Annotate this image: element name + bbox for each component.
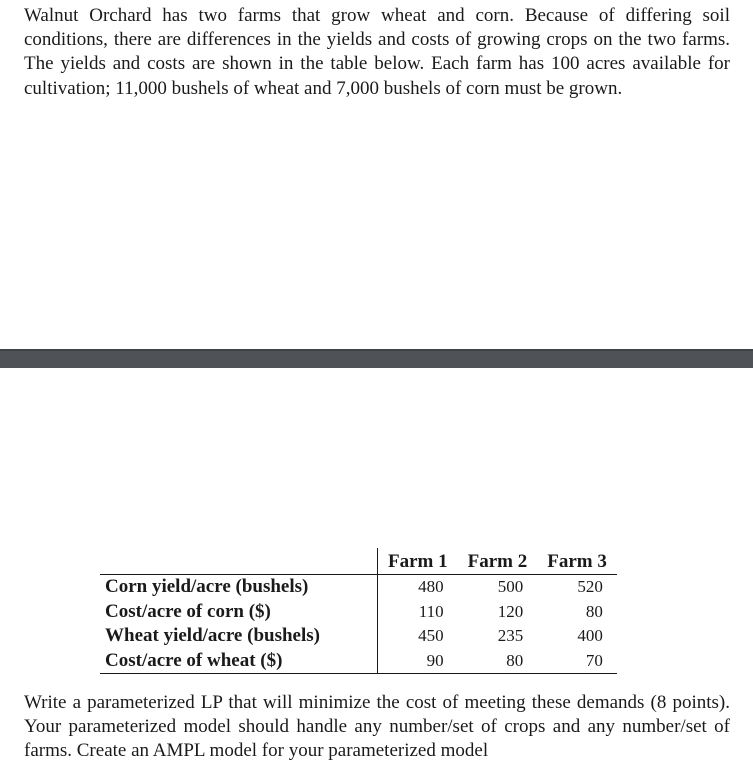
row-label-corn-yield: Corn yield/acre (bushels) <box>100 575 378 600</box>
cell-wheat-yield-farm-3: 400 <box>577 626 603 646</box>
row-label-wheat-yield: Wheat yield/acre (bushels) <box>100 624 378 649</box>
table-row <box>100 600 617 625</box>
table-row <box>100 624 617 649</box>
table-header-row <box>100 548 617 575</box>
cell-wheat-cost-farm-1: 90 <box>378 649 458 674</box>
cell-corn-cost-farm-1: 110 <box>418 601 444 621</box>
header-farm-2: Farm 2 <box>458 548 538 575</box>
table-row <box>100 575 617 600</box>
row-label-corn-cost: Cost/acre of corn ($) <box>100 600 378 625</box>
table-row <box>100 649 617 674</box>
task-paragraph: Write a parameterized LP that will minimize the cost of meeting these demands (8 points). Your parameterized model should handle any number/set of crops and any number/set of farms. Create an AMPL model for your parameterized model <box>24 692 730 762</box>
cell-corn-cost-farm-2: 120 <box>497 601 524 621</box>
row-label-wheat-cost: Cost/acre of wheat ($) <box>100 649 378 674</box>
intro-paragraph: Walnut Orchard has two farms that grow wheat and corn. Because of differing soil conditions, there are differences in the yields and costs of growing crops on the two farms. The yields and costs are shown in the table below. Each farm has 100 acres available for cultivation; 11,000 bushels of wheat and 7,000 bushels of corn must be grown. <box>24 5 730 99</box>
cell-wheat-yield-farm-1: 450 <box>418 626 444 646</box>
cell-wheat-yield-farm-2: 235 <box>497 626 524 646</box>
header-farm-3: Farm 3 <box>537 548 617 575</box>
header-farm-1: Farm 1 <box>378 548 458 575</box>
section-divider <box>0 349 753 368</box>
cell-wheat-cost-farm-3: 70 <box>537 649 617 674</box>
cell-corn-yield-farm-3: 520 <box>577 577 603 597</box>
table-corner-cell <box>100 548 378 575</box>
cell-corn-yield-farm-2: 500 <box>497 577 524 597</box>
yield-cost-table <box>100 548 617 674</box>
cell-corn-cost-farm-3: 80 <box>585 601 603 621</box>
cell-wheat-cost-farm-2: 80 <box>458 649 538 674</box>
cell-corn-yield-farm-1: 480 <box>418 577 444 597</box>
